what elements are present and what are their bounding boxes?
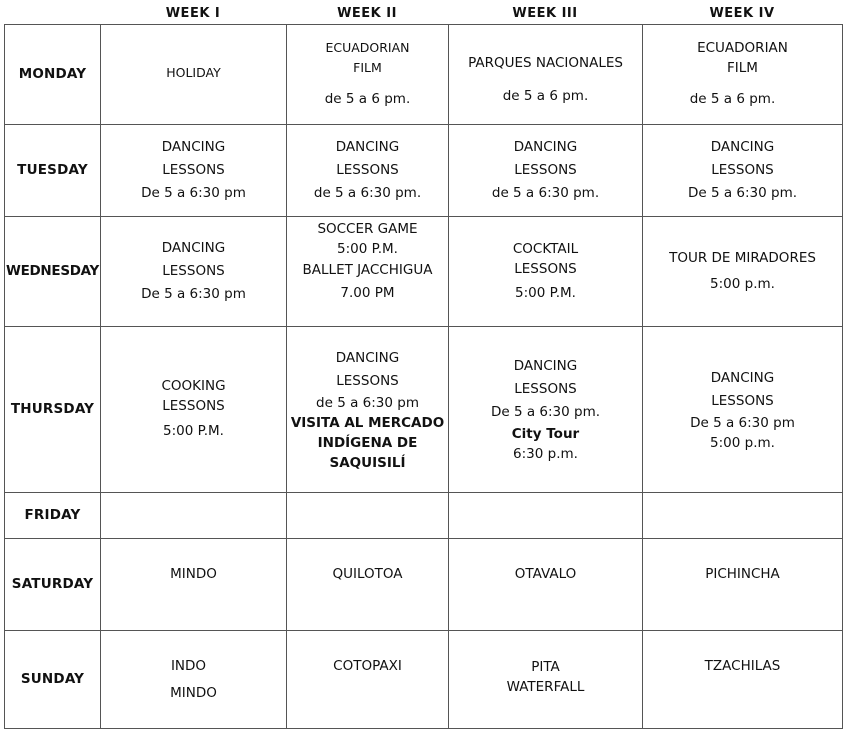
cell-text: De 5 a 6:30 pm bbox=[141, 286, 246, 302]
cell-text: PITA bbox=[531, 659, 560, 675]
cell-saturday-week3 bbox=[449, 539, 643, 631]
week-header-1: WEEK I bbox=[165, 6, 221, 21]
cell-text: De 5 a 6:30 pm bbox=[141, 185, 246, 201]
cell-text: 5:00 P.M. bbox=[337, 241, 398, 257]
cell-thursday-week2 bbox=[287, 327, 449, 493]
cell-text: LESSONS bbox=[711, 162, 774, 178]
cell-text: SOCCER GAME bbox=[317, 221, 418, 237]
cell-text: HOLIDAY bbox=[166, 65, 221, 80]
cell-text: LESSONS bbox=[162, 263, 225, 279]
cell-text: VISITA AL MERCADO bbox=[290, 414, 445, 431]
day-label-saturday: SATURDAY bbox=[5, 539, 101, 631]
cell-text: 6:30 p.m. bbox=[513, 446, 578, 462]
cell-monday-week3 bbox=[449, 25, 643, 125]
cell-text: de 5 a 6 pm. bbox=[689, 91, 776, 107]
cell-monday-week1 bbox=[101, 25, 287, 125]
day-label-sunday: SUNDAY bbox=[5, 631, 101, 729]
day-label-wednesday: WEDNESDAY bbox=[5, 217, 101, 327]
cell-friday-week1 bbox=[101, 493, 287, 539]
cell-text: de 5 a 6:30 pm. bbox=[491, 185, 600, 201]
cell-text: TZACHILAS bbox=[704, 658, 781, 674]
cell-text: LESSONS bbox=[514, 260, 577, 277]
cell-friday-week2 bbox=[287, 493, 449, 539]
cell-text: INDO bbox=[170, 658, 207, 674]
week-header-4: WEEK IV bbox=[709, 6, 775, 21]
week-header-3: WEEK III bbox=[512, 6, 578, 21]
day-label-monday: MONDAY bbox=[5, 25, 101, 125]
cell-text: DANCING bbox=[161, 240, 226, 256]
table-row-wednesday bbox=[5, 217, 843, 327]
cell-wednesday-week2 bbox=[287, 217, 449, 327]
cell-monday-week2 bbox=[287, 25, 449, 125]
cell-text: DANCING bbox=[710, 139, 775, 155]
cell-text: PICHINCHA bbox=[705, 566, 780, 582]
cell-text: BALLET JACCHIGUA bbox=[302, 262, 433, 278]
cell-text: de 5 a 6 pm. bbox=[502, 87, 589, 104]
cell-text: LESSONS bbox=[711, 392, 774, 409]
cell-text: ECUADORIAN bbox=[325, 40, 410, 55]
cell-text: de 5 a 6 pm. bbox=[324, 91, 411, 107]
cell-text: DANCING bbox=[161, 139, 226, 155]
cell-text: OTAVALO bbox=[514, 566, 577, 582]
cell-text: FILM bbox=[727, 60, 758, 76]
cell-tuesday-week4 bbox=[643, 125, 843, 217]
cell-text: de 5 a 6:30 pm bbox=[316, 394, 419, 411]
cell-thursday-week3 bbox=[449, 327, 643, 493]
cell-text: QUILOTOA bbox=[332, 566, 403, 582]
table-row-thursday bbox=[5, 327, 843, 493]
cell-text: MINDO bbox=[170, 685, 217, 701]
cell-text: TOUR DE MIRADORES bbox=[669, 250, 816, 266]
cell-wednesday-week3 bbox=[449, 217, 643, 327]
table-row-saturday bbox=[5, 539, 843, 631]
cell-text: LESSONS bbox=[162, 398, 225, 414]
cell-text: De 5 a 6:30 pm. bbox=[687, 185, 798, 201]
cell-tuesday-week2 bbox=[287, 125, 449, 217]
cell-monday-week4 bbox=[643, 25, 843, 125]
cell-text: LESSONS bbox=[336, 372, 399, 389]
cell-text: LESSONS bbox=[336, 162, 399, 178]
cell-text: 7.00 PM bbox=[340, 285, 395, 301]
cell-friday-week4 bbox=[643, 493, 843, 539]
cell-thursday-week4 bbox=[643, 327, 843, 493]
cell-text: 5:00 p.m. bbox=[710, 276, 775, 292]
table-row-tuesday bbox=[5, 125, 843, 217]
cell-saturday-week2 bbox=[287, 539, 449, 631]
cell-wednesday-week4 bbox=[643, 217, 843, 327]
cell-text: COTOPAXI bbox=[333, 658, 402, 674]
cell-sunday-week4 bbox=[643, 631, 843, 729]
cell-friday-week3 bbox=[449, 493, 643, 539]
cell-saturday-week4 bbox=[643, 539, 843, 631]
cell-text: COCKTAIL bbox=[512, 240, 579, 257]
cell-tuesday-week3 bbox=[449, 125, 643, 217]
cell-tuesday-week1 bbox=[101, 125, 287, 217]
cell-thursday-week1 bbox=[101, 327, 287, 493]
table-row-sunday bbox=[5, 631, 843, 729]
table-row-friday bbox=[5, 493, 843, 539]
cell-text: DANCING bbox=[710, 369, 775, 386]
cell-text: 5:00 P.M. bbox=[515, 284, 576, 301]
week-header-2: WEEK II bbox=[337, 6, 397, 21]
day-label-friday: FRIDAY bbox=[5, 493, 101, 539]
day-label-tuesday: TUESDAY bbox=[5, 125, 101, 217]
cell-text: WATERFALL bbox=[506, 679, 585, 695]
cell-text: LESSONS bbox=[514, 162, 577, 178]
cell-sunday-week3 bbox=[449, 631, 643, 729]
cell-text: FILM bbox=[353, 60, 382, 75]
table-row-monday bbox=[5, 25, 843, 125]
cell-text: MINDO bbox=[170, 566, 217, 582]
schedule-table bbox=[4, 24, 843, 729]
cell-text: 5:00 P.M. bbox=[163, 423, 224, 439]
cell-sunday-week1 bbox=[101, 631, 287, 729]
cell-text: DANCING bbox=[513, 139, 578, 155]
cell-text: DANCING bbox=[335, 139, 400, 155]
cell-text: LESSONS bbox=[514, 381, 577, 397]
cell-text: De 5 a 6:30 pm bbox=[690, 414, 795, 431]
cell-text: INDÍGENA DE bbox=[317, 434, 418, 451]
cell-text: 5:00 p.m. bbox=[710, 434, 775, 451]
cell-text: COOKING bbox=[161, 378, 226, 394]
cell-text: De 5 a 6:30 pm. bbox=[490, 404, 601, 420]
cell-wednesday-week1 bbox=[101, 217, 287, 327]
cell-text: de 5 a 6:30 pm. bbox=[313, 185, 422, 201]
cell-text: PARQUES NACIONALES bbox=[468, 54, 623, 71]
cell-text: DANCING bbox=[513, 358, 578, 374]
cell-text: SAQUISILÍ bbox=[329, 454, 406, 471]
cell-text: City Tour bbox=[511, 426, 580, 442]
day-label-thursday: THURSDAY bbox=[5, 327, 101, 493]
cell-saturday-week1 bbox=[101, 539, 287, 631]
cell-text: DANCING bbox=[335, 349, 400, 366]
cell-text: ECUADORIAN bbox=[697, 40, 788, 56]
cell-sunday-week2 bbox=[287, 631, 449, 729]
cell-text: LESSONS bbox=[162, 162, 225, 178]
